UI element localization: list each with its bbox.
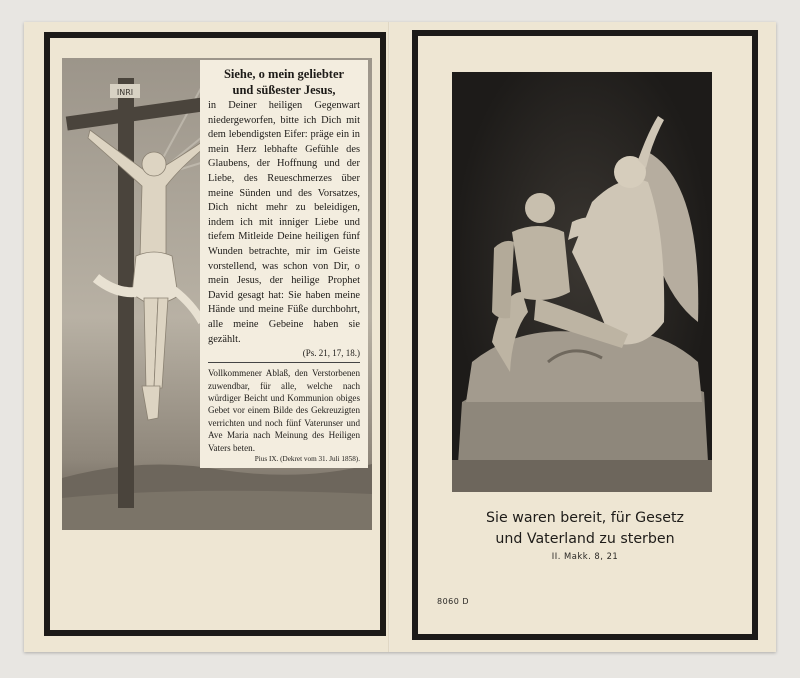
card-fold	[388, 22, 390, 652]
print-code: 8060 D	[437, 597, 470, 606]
indulgence-text: Vollkommener Ablaß, den Verstorbenen zuwendbar, für alle, welche nach würdiger Beicht und Kommunion obiges Gebet vor einem Bilde des Gekreuzigten verrichten und noch fünf Vaterunser und Ave Maria nach Meinung des Heiligen Vaters beten.	[208, 368, 360, 453]
indulgence-source: Pius IX. (Dekret vom 31. Juli 1858).	[254, 454, 360, 463]
psalm-reference: (Ps. 21, 17, 18.)	[302, 348, 360, 359]
prayer-divider	[208, 362, 360, 363]
memorial-caption	[430, 508, 740, 550]
bible-reference: II. Makk. 8, 21	[551, 551, 619, 561]
angel-and-soldier-statue-icon	[452, 72, 712, 492]
caption-line-2: und Vaterland zu sterben	[495, 531, 675, 547]
cross-inscription: INRI	[116, 88, 134, 97]
prayer-heading-line-2: und süßester Jesus,	[232, 83, 336, 97]
prayer-body: in Deiner heiligen Gegenwart niedergeworfen, bitte ich Dich mit dem lebendigsten Eifer: präge ein in mein Herz lebhafte Gefühle des Glaubens, der Hoffnung und der Liebe, des Reueschmerzes über meine Sünden und des Vorsatzes, Dich nicht mehr zu beleidigen, indem ich mit inniger Liebe und tiefem Mitleide Deine heiligen fünf Wunden betrachte, mir im Geiste vorstellend, was schon von Dir, o mein Jesus, der heilige Prophet David gesagt hat: Sie haben meine Hände und meine Füße durchbohrt, alle meine Gebeine haben sie gezählt.	[208, 100, 360, 345]
statue-image	[452, 72, 712, 492]
prayer-heading	[208, 66, 360, 98]
prayer-panel	[200, 60, 368, 468]
prayer-heading-line-1: Siehe, o mein geliebter	[223, 67, 345, 81]
caption-line-1: Sie waren bereit, für Gesetz	[486, 510, 684, 526]
